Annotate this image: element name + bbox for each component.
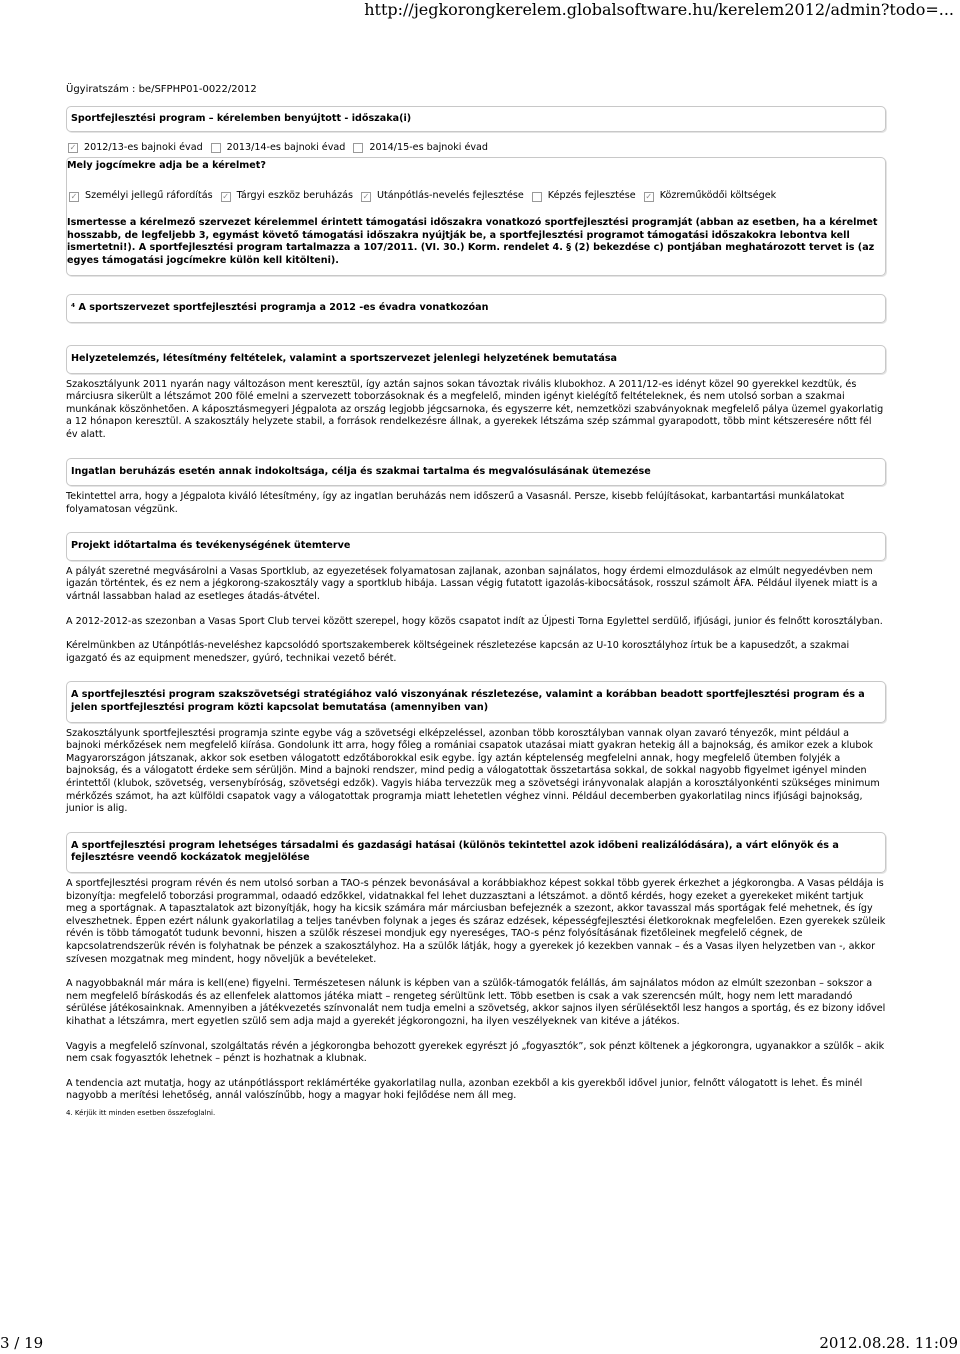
season-label-2: 2014/15-es bajnoki évad [369,142,489,154]
checkbox-season-0[interactable]: ✓ [69,143,77,153]
section-0-title: Helyzetelemzés, létesítmény feltételek, valamint a sportszervezet jelenlegi helyzetének bemutatása [71,352,618,364]
section-1-paragraph-0: Tekintettel arra, hogy a Jégpalota kiváló létesítmény, így az ingatlan beruházás nem időszerű a Vasasnál. Persze, kisebb felújításokat, karbantartási munkálatokat folyamatosan végzünk. [66,491,845,515]
claim-label-4: Közreműködői költségek [659,190,777,202]
checkbox-claim-2[interactable]: ✓ [362,191,370,201]
program-title-box [66,294,886,323]
section-3-title-box [66,681,886,722]
claims-box [66,157,886,277]
claim-label-2: Utánpótlás-nevelés fejlesztése [377,190,524,202]
page-counter: 3 / 19 [0,1334,44,1352]
section-2-paragraph-0: A pályát szeretné megvásárolni a Vasas Sportklub, az egyezetések folyamatosan zajlanak, azonban sajnálatos, hogy érdemi elmozdulások az elmúlt negyedévben nem igazán történtek, és ez nem a jégkorong-szakosztály vagy a sportklub hibája. Lassan végig futatott igazolás-kibocsátások, rosszul számolt ÁFA. Például ilyenek miatt is a vártnál lassabban halad az esetleges átadás-átvétel. [66,565,878,603]
intro-text: Ismertesse a kérelmező szervezet kérelemmel érintett támogatási időszakra vonatkozó sportfejlesztési programját (abban az esetben, ha a kérelmet hosszabb, de legfeljebb 3, egymást követő támogatási időszakra nyújtják be, a sportfejlesztési programot támogatási időszakokra lebontva kell ismertetni!). A sportfejlesztési program tartalmazza a 107/2011. (VI. 30.) Korm. rendelet 4. § (2) bekezdése c) pontjában meghatározott tervet is (az egyes támogatási jogcímekre külön kell kitölteni). [67,216,878,266]
section-4-paragraph-2: Vagyis a megfelelő színvonal, szolgáltatás révén a jégkorongba behozott gyerekek egyrészt jó „fogyasztók”, sok pénzt költenek a jégkorongra, ugyanakkor a szülők – akik nem csak fogyasztók lehetnek – pénzt is hozhatnak a klubnak. [66,1040,885,1065]
checkbox-season-1[interactable] [211,143,221,153]
checkbox-claim-1[interactable]: ✓ [222,191,229,201]
checkbox-claim-0[interactable]: ✓ [70,191,78,201]
section-4-paragraph-0: A sportfejlesztési program révén és nem utolsó sorban a TAO-s pénzek bevonásával a korábbiakhoz képest sokkal több gyerek érkezhet a jégkorongba. A Vasas példája is bizonyítja: megfelelő toborzási programmal, odaadó edzőkkel, vidatnakkal fel lehet duzzasztani a létszámot. a döntő kérdés, hogy ezeket a gyerekeket miként tartjuk meg a sportágnak. A tapasztalatok azt bizonyítják, hogy ha kicsik számára már márciusban befejeznék a szezont, akkor tavasszal más sportágak felé mehetnek, és így elveszhetnek. Éppen ezért nálunk gyakorlatilag a teljes tanévben folynak a jeges és száraz edzések, képességfejlesztési életkoroknak megfelelően. Ezen gyerekek szüleik révén is több támogatót tudunk bevonni, hiszen a szülők részesei mondjuk egy nyereséges, TAO-s pénz folyósításának fizetőleinek megfelelő cégnek, de kapcsolatrendszerük révén is folyhatnak be pénzek a szakosztályhoz. Ha a szülők látják, hogy a gyerekek jó kezekben vannak – és a Vasas ilyen helyzetben van -, akkor szívesen mozgatnak meg mindent, hogy növeljük a bevételeket. [66,877,886,965]
claim-label-1: Tárgyi eszköz beruházás [236,190,354,202]
claim-label-0: Személyi jellegű ráfordítás [85,190,213,202]
section-0-title-box [66,345,886,374]
period-box [66,106,886,133]
claim-label-3: Képzés fejlesztése [547,190,636,202]
checkbox-season-2[interactable] [353,143,363,153]
section-2-paragraph-2: Kérelmünkben az Utánpótlás-neveléshez kapcsolódó sportszakemberek költségeinek részletezése kapcsán az U-10 korosztályhoz írtuk be a kapusedzőt, a szakmai igazgató és az equipment menedszer, gyúró, technikai vezető bérét. [66,640,850,664]
section-4-paragraph-1: A nagyobbaknál már mára is kell(ene) figyelni. Természetesen nálunk is képben van a szülők-támogatók felállás, ám sajnálatos módon az elmúlt szezonban – sokszor a nem megfelelő bíráskodás és az ellenfelek alattomos játéka miatt – rengeteg sérültünk lett. Több esetben is csak a vak szerencsén múlt, hogy nem lett maradandó sérülése játékosainknak. Amennyiben a játékvezetés színvonalát nem tudja emelni a szövetség, akkor sajnos ilyen sérülésektől lesz hangos a sportág, és ez bizony idővel kihathat a létszámra, mert egyetlen szülő sem adja majd a gyerekét jégkorongozni, ha ilyen veszélyeknek van kitéve a játékos. [66,978,886,1027]
season-checkbox-row [66,142,886,155]
print-timestamp: 2012.08.28. 11:09 [819,1334,958,1352]
section-1-title: Ingatlan beruházás esetén annak indokoltsága, célja és szakmai tartalma és megvalósulásának ütemezése [71,465,651,477]
claims-checkbox-row [67,190,880,203]
section-0-paragraph-0: Szakosztályunk 2011 nyarán nagy változáson ment keresztül, így aztán sajnos sokan távoztak rivális klubokhoz. A 2011/12-es idényt közel 90 gyerekkel kezdtük, és márciusra sikerült a létszámot 200 fölé emelni a szervezett toborzásoknak és a megfelelő, minden igényt kielégítő feltételeknek, és nem utolsó sorban a szakmai munkának köszönhetően. A káposztásmegyeri Jégpalota az ország legjobb jégcsarnoka, és egyszerre két, nemzetközi szabványoknak megfelelő pálya üzemel gyakorlatig a 12 hónapon keresztül. A szakosztály helyzete stabil, a források rendelkezésre állnak, a gyerekek létszáma szép számmal gyarapodott, több mint kétszeresére nőtt fél év alatt. [66,378,884,440]
section-2-title: Projekt időtartalma és tevékenységének ütemterve [71,540,351,552]
doc-number: Ügyiratszám : be/SFPHP01-0022/2012 [66,84,257,95]
footnote: 4. Kérjük itt minden esetben összefoglalni. [66,1108,216,1117]
claims-title: Mely jogcímekre adja be a kérelmet? [67,159,266,171]
section-3-title: A sportfejlesztési program szakszövetségi stratégiához való viszonyának részletezése, valamint a korábban beadott sportfejlesztési program és a jelen sportfejlesztési program közti kapcsolat bemutatása (amennyiben van) [71,689,865,714]
checkbox-claim-4[interactable]: ✓ [645,191,653,201]
section-4-title: A sportfejlesztési program lehetséges társadalmi és gazdasági hatásai (különös tekintettel azok időbeni realizálódására), a várt előnyök és a fejlesztésre veendő kockázatok megjelölése [71,839,839,864]
section-4-title-box [66,832,886,873]
header-url: http://jegkorongkerelem.globalsoftware.hu/kerelem2012/admin?todo=... [364,0,954,19]
document-body [66,84,886,1119]
checkbox-claim-3[interactable] [532,192,542,202]
period-title: Sportfejlesztési program – kérelemben benyújtott - időszaka(i) [71,112,412,124]
section-2-title-box [66,532,886,561]
section-3-paragraph-0: Szakosztályunk sportfejlesztési programja szinte egybe vág a szövetségi elképzeléssel, azonban több korosztályban vannak olyan zavaró tényezők, mint például a bajnoki mérkőzések nem megfelelő kiírása. Gondolunk itt arra, hogy főleg a romániai csapatok utazásai miatt gyakran hetekig áll a bajnokság, és amikor ezek a klubok Magyarországon játszanak, akkor sok esetben válogatott edzőtáborokkal esik egybe. Így aztán képtelenség megfelelni annak, hogy megfelelő ütemben folyjék a bajnokság, és a válogatott érdeke sem sérüljön. Mind a bajnoki rendszer, mind pedig a válogatottak összetartása sokkal, de sokkal nagyobb figyelmet igényel minden érintettől (klubok, szövetség, versenybíróság, szövetségi edzők). Vagyis hiába tervezzük meg a szövetségi irányvonalak alapján a korosztályonkénti szükséges minimum mérkőzés számot, ha azt külföldi csapatok vagy a válogatottak programja miatt lehetetlen véghez vinni. Például decemberben gyakorlatilag nincs ifjúsági bajnokság, junior is alig. [66,727,880,815]
section-1-title-box [66,458,886,487]
section-2-paragraph-1: A 2012-2012-as szezonban a Vasas Sport Club tervei között szerepel, hogy közös csapatot indít az Újpesti Torna Egylettel serdülő, ifjúsági, junior és felnőtt korosztályban. [66,615,883,627]
season-label-1: 2013/14-es bajnoki évad [226,142,346,154]
season-label-0: 2012/13-es bajnoki évad [84,142,203,154]
program-title: ⁴ A sportszervezet sportfejlesztési programja a 2012 -es évadra vonatkozóan [71,302,489,314]
section-4-paragraph-3: A tendencia azt mutatja, hogy az utánpótlássport reklámértéke gyakorlatilag nulla, azonban ezekből a kis gyerekből idővel junior, felnőtt válogatott is lehet. És minél nagyobb a merítési lehetőség, annál valószínűbb, hogy a magyar hoki fejlődése nem áll meg. [66,1077,863,1102]
